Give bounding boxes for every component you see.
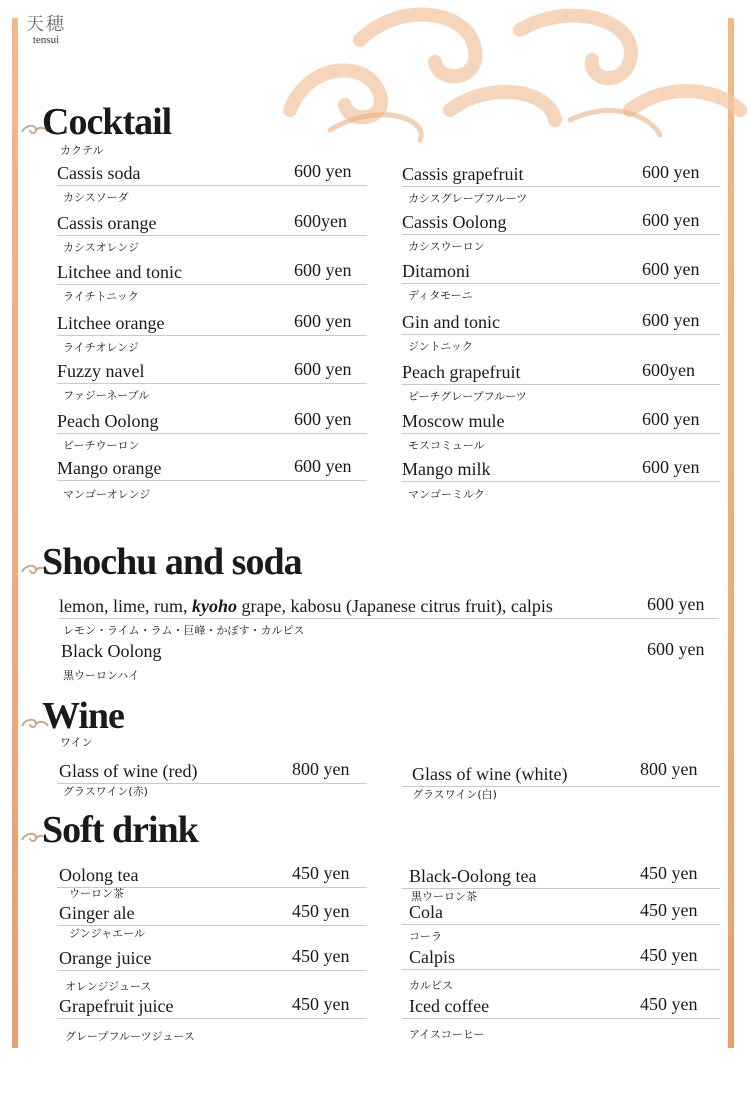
menu-item	[59, 596, 719, 640]
section-jp: ワイン	[60, 737, 93, 749]
item-name: Cola	[409, 902, 443, 922]
item-jp: コーラ	[409, 930, 442, 943]
menu-item	[57, 994, 367, 1043]
item-price: 450 yen	[640, 994, 698, 1014]
item-jp: グラスワイン(白)	[412, 788, 497, 801]
item-name: Peach Oolong	[57, 411, 159, 431]
item-name-part: grape, kabosu (Japanese citrus fruit), calpis	[236, 596, 553, 616]
item-name: Cassis orange	[57, 213, 157, 233]
item-name: Ginger ale	[59, 903, 135, 923]
right-border-bar	[728, 18, 734, 1048]
menu-item	[57, 163, 367, 207]
item-name: Cassis Oolong	[402, 212, 507, 232]
item-price: 450 yen	[292, 863, 350, 883]
item-jp: モスコミュール	[408, 439, 485, 452]
item-name-emphasis: kyoho	[191, 596, 237, 616]
menu-item	[402, 261, 720, 305]
item-name: Oolong tea	[59, 865, 139, 885]
section-title: Wine	[42, 695, 124, 737]
item-jp: ファジーネーブル	[63, 389, 150, 402]
menu-item	[402, 759, 720, 808]
menu-item	[402, 164, 720, 208]
item-price: 800 yen	[640, 759, 698, 779]
item-name: Iced coffee	[409, 996, 490, 1016]
item-price: 450 yen	[292, 994, 350, 1014]
item-price: 600 yen	[294, 456, 352, 476]
item-price: 450 yen	[292, 901, 350, 921]
item-name: Moscow mule	[402, 411, 505, 431]
item-jp: レモン・ライム・ラム・巨峰・かぼす・カルピス	[63, 624, 305, 637]
item-price: 800 yen	[292, 759, 350, 779]
item-name: Fuzzy navel	[57, 361, 145, 381]
item-name: Glass of wine (white)	[412, 764, 568, 784]
item-price: 450 yen	[640, 863, 698, 883]
left-border-bar	[12, 18, 18, 1048]
item-jp: マンゴーオレンジ	[63, 488, 151, 501]
item-price: 600 yen	[294, 161, 352, 181]
item-jp: 黒ウーロン茶	[411, 890, 477, 903]
menu-item	[402, 459, 720, 503]
section-title: Shochu and soda	[42, 541, 302, 583]
tensui-logo	[24, 14, 68, 46]
item-jp: ウーロン茶	[69, 887, 124, 900]
item-jp: ライチトニック	[63, 290, 139, 303]
item-name: Ditamoni	[402, 261, 470, 281]
menu-item	[57, 458, 367, 502]
item-jp: ピーチウーロン	[63, 439, 140, 452]
item-jp: ライチオレンジ	[63, 341, 139, 354]
item-price: 600 yen	[642, 310, 700, 330]
menu-item	[402, 902, 720, 946]
item-price: 600 yen	[642, 259, 700, 279]
menu-item	[57, 213, 367, 257]
item-name: Cassis soda	[57, 163, 141, 183]
menu-item	[57, 262, 367, 306]
item-jp: ピーチグレープフルーツ	[408, 390, 527, 403]
item-jp: ディタモーニ	[408, 289, 473, 302]
section-title: Soft drink	[42, 809, 198, 851]
item-name: Calpis	[409, 947, 456, 967]
item-price: 450 yen	[640, 945, 698, 965]
item-price: 600 yen	[642, 210, 700, 230]
menu-item	[57, 948, 367, 992]
menu-item	[402, 312, 720, 356]
item-name: Cassis grapefruit	[402, 164, 524, 184]
menu-item	[402, 996, 720, 1040]
item-jp: カシスオレンジ	[63, 241, 140, 254]
item-jp: 黒ウーロンハイ	[63, 669, 140, 682]
item-jp: ジントニック	[408, 340, 473, 353]
section-title: Cocktail	[42, 101, 172, 143]
menu-item	[402, 362, 720, 406]
item-price: 600 yen	[642, 409, 700, 429]
item-price: 600 yen	[647, 639, 705, 659]
item-price: 600 yen	[294, 311, 352, 331]
item-jp: ジンジャエール	[69, 927, 146, 940]
item-jp: グレープフルーツジュース	[65, 1030, 195, 1043]
item-jp: カシスグレープフルーツ	[408, 192, 528, 205]
item-jp: オレンジジュース	[65, 980, 152, 993]
item-name: Gin and tonic	[402, 312, 500, 332]
item-name: Black Oolong	[61, 641, 162, 661]
item-name: Mango milk	[402, 459, 491, 479]
item-jp: カルピス	[409, 979, 453, 992]
item-name: Glass of wine (red)	[59, 761, 198, 781]
item-price: 450 yen	[640, 900, 698, 920]
item-name-part: lemon, lime, rum,	[59, 596, 192, 616]
item-jp: カシスソーダ	[63, 191, 129, 204]
menu-item	[57, 903, 367, 947]
menu-item	[57, 361, 367, 405]
cloud-swirl-decoration	[270, 0, 750, 150]
item-name: Litchee orange	[57, 313, 165, 333]
item-price: 600yen	[642, 360, 695, 380]
item-price: 600 yen	[294, 260, 352, 280]
menu-item	[59, 641, 719, 685]
item-name	[59, 596, 553, 617]
item-price: 600 yen	[647, 594, 705, 614]
item-jp: カシスウーロン	[408, 240, 485, 253]
menu-item	[402, 947, 720, 991]
item-name: Grapefruit juice	[59, 996, 174, 1016]
menu-item	[402, 212, 720, 256]
item-price: 600 yen	[294, 359, 352, 379]
item-jp: マンゴーミルク	[408, 488, 485, 501]
menu-item	[57, 761, 367, 805]
item-name: Orange juice	[59, 948, 152, 968]
menu-item	[57, 313, 367, 357]
item-name: Black-Oolong tea	[409, 866, 537, 886]
section-jp: カクテル	[60, 145, 104, 157]
item-jp: アイスコーヒー	[409, 1028, 485, 1041]
item-price: 600 yen	[642, 457, 700, 477]
item-price: 600yen	[294, 211, 347, 231]
item-jp: グラスワイン(赤)	[63, 785, 148, 798]
menu-item	[57, 411, 367, 455]
item-price: 450 yen	[292, 946, 350, 966]
item-name: Peach grapefruit	[402, 362, 521, 382]
logo-kanji: 天穂	[26, 14, 66, 34]
item-name: Mango orange	[57, 458, 162, 478]
item-name: Litchee and tonic	[57, 262, 182, 282]
menu-item	[402, 411, 720, 455]
item-price: 600 yen	[294, 409, 352, 429]
logo-name: tensui	[32, 34, 60, 46]
item-price: 600 yen	[642, 162, 700, 182]
